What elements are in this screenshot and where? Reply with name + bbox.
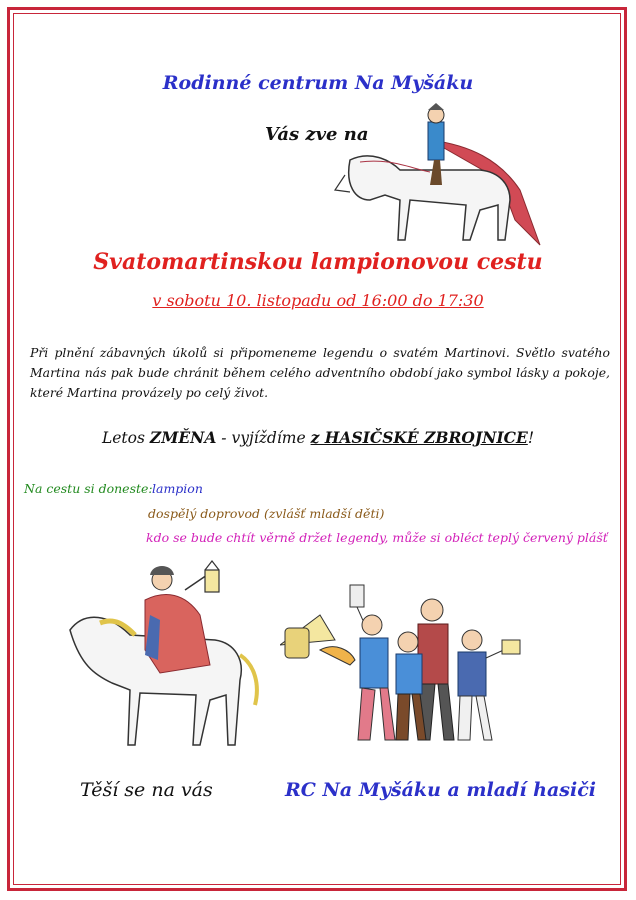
change-location: z HASIČSKÉ ZBROJNICE [310, 428, 528, 447]
event-title: Svatomartinskou lampionovou cestu [93, 249, 543, 275]
location-change [0, 428, 636, 447]
rider-with-lantern-drawing [50, 555, 280, 755]
change-emphasis: ZMĚNA [149, 428, 217, 447]
event-date: v sobotu 10. listopadu od 16:00 do 17:30 [152, 291, 484, 310]
organization-name: Rodinné centrum Na Myšáku [162, 72, 474, 94]
children-with-lanterns-drawing [280, 580, 540, 760]
change-middle: - vyjíždíme [216, 429, 311, 447]
change-suffix: ! [527, 429, 535, 447]
invite-line: Vás zve na [265, 124, 369, 145]
bring-item: kdo se bude chtít věrně držet legendy, může si obléct teplý červený plášť [146, 530, 608, 545]
closing-text: Těší se na vás [80, 779, 213, 801]
bring-item: lampion [152, 481, 203, 496]
event-description: Při plnění zábavných úkolů si připomeneme legendu o svatém Martinovi. Světlo svatého Martina nás pak bude chránit během celého adventního období jako symbol lásky a pokoje, které Martina provázely po celý život. [30, 345, 610, 400]
signature: RC Na Myšáku a mladí hasiči [285, 779, 596, 801]
bring-label: Na cestu si doneste: [24, 481, 153, 496]
change-prefix: Letos [101, 429, 150, 447]
rider-on-horse-drawing [330, 100, 550, 250]
bring-item: dospělý doprovod (zvlášť mladší děti) [148, 506, 385, 521]
